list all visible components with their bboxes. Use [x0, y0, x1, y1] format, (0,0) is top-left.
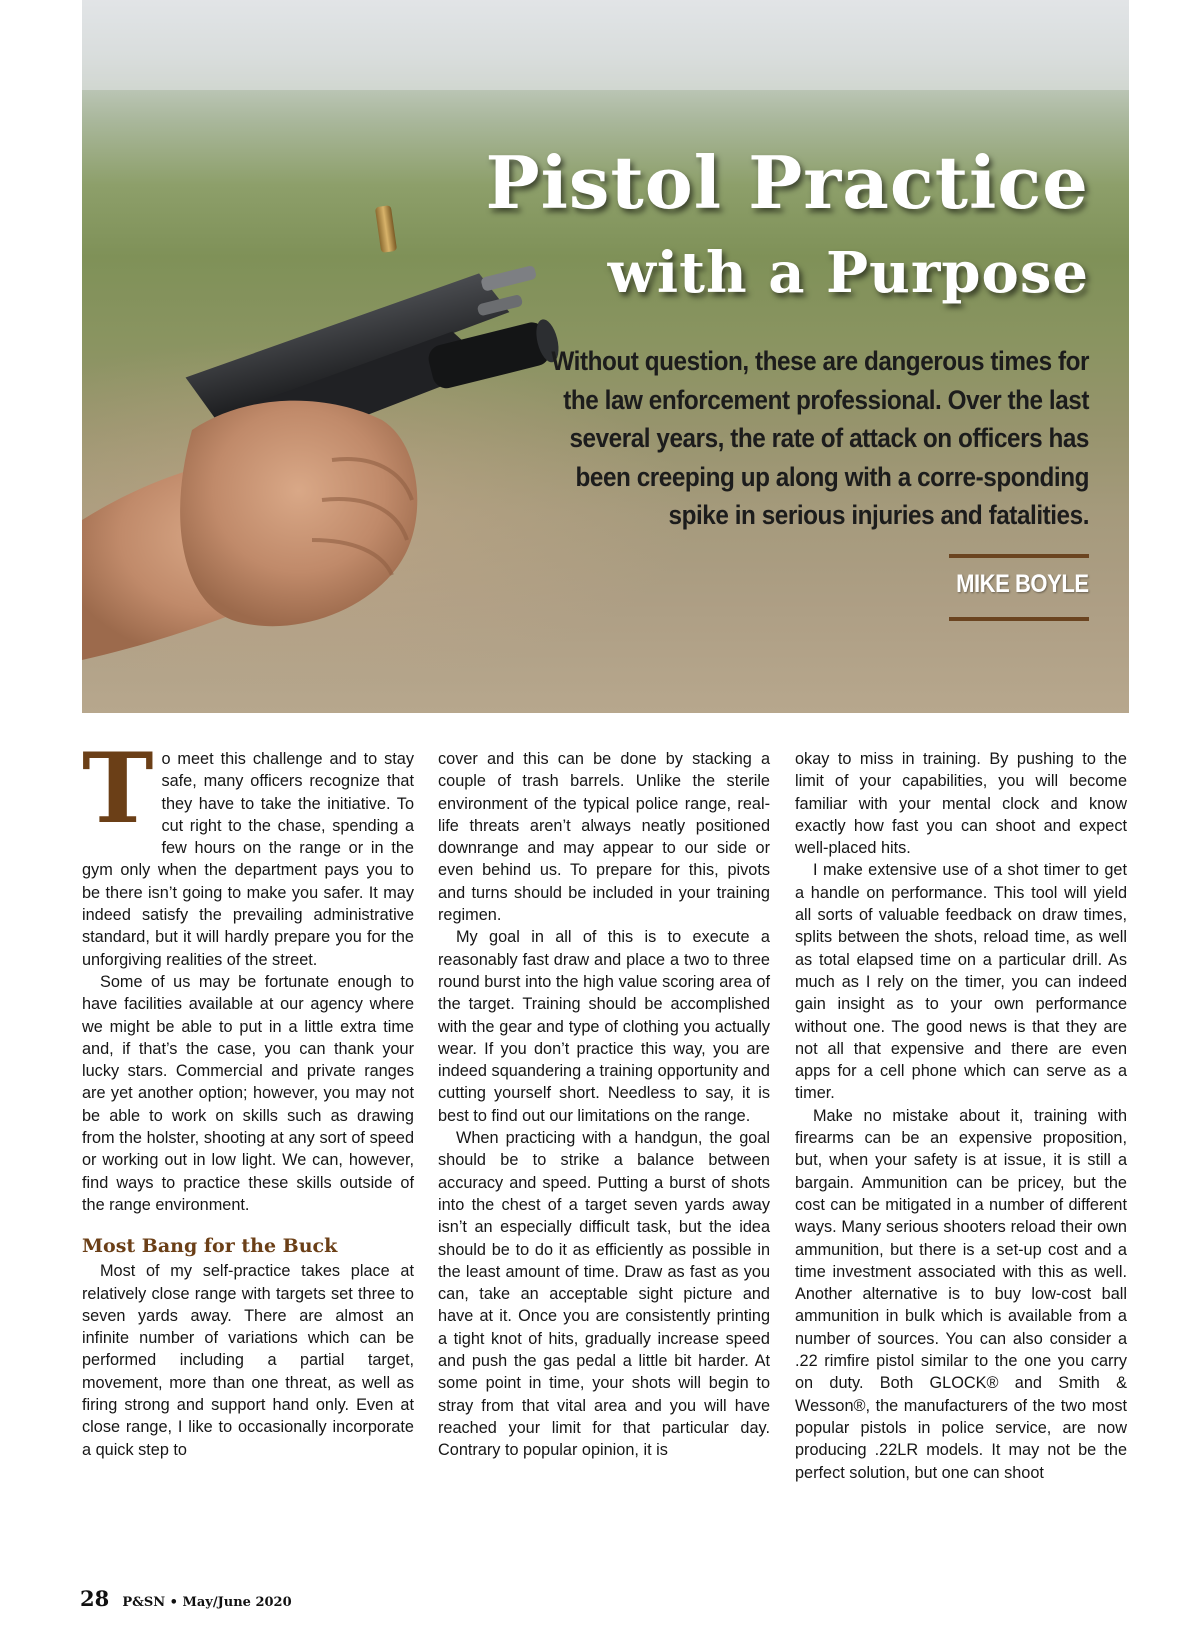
body-paragraph: cover and this can be done by stacking a couple of trash barrels. Unlike the sterile environment of the typical police range, real-life threats aren’t always neatly positioned downrange and may appear to our side or even behind us. To prepare for this, pivots and turns should be included in your training regimen. [438, 750, 770, 925]
body-paragraph: My goal in all of this is to execute a reasonably fast draw and place a two to three round burst into the high value scoring area of the target. Training should be accomplished with the gear and type of clothing you actually wear. If you don’t practice this way, you are indeed squandering a training opportunity and cutting yourself short. Needless to say, it is best to find out our limitations on the range. [438, 928, 770, 1125]
body-paragraph: Some of us may be fortunate enough to have facilities available at our agency where we might be able to put in a little extra time and, if that’s the case, you can thank your lucky stars. Commercial and private ranges are yet another option; however, you may not be able to work on skills such as drawing from the holster, shooting at any sort of speed or working out in low light. We can, however, find ways to practice these skills outside of the range environment. [82, 972, 414, 1214]
byline-rule-top [949, 554, 1089, 558]
body-paragraph: When practicing with a handgun, the goal should be to strike a balance between accuracy and speed. Putting a burst of shots into the chest of a target seven yards away isn’t an especially difficult task, but the idea should be to do it as efficiently as possible in the least amount of time. Draw as fast as you can, take an acceptable sight picture and have at it. Once you are consistently printing a tight knot of hits, gradually increase speed and push the gas pedal a little bit harder. At some point in time, your shots will begin to stray from that vital area and you will have reached your limit for that particular day. Contrary to popular opinion, it is [438, 1129, 770, 1460]
publication-issue: P&SN • May/June 2020 [122, 1595, 292, 1610]
shooter-hands [180, 401, 417, 627]
text-column-3 [795, 748, 1127, 1484]
drop-cap: T [82, 732, 154, 845]
page-footer [80, 1586, 292, 1611]
article-subtitle: with a Purpose [607, 240, 1089, 306]
page-number: 28 [80, 1586, 110, 1611]
text-column-1 [82, 732, 414, 1461]
sky-haze [82, 0, 1129, 90]
body-paragraph: o meet this challenge and to stay safe, many officers recognize that they have to take the initiative. To cut right to the chase, spending a few hours on the range or in the gym only when the department pays you to be there isn’t going to make you safer. It may indeed satisfy the prevailing administrative standard, but it will hardly prepare you for the unforgiving realities of the street. [82, 750, 414, 969]
body-paragraph: I make extensive use of a shot timer to get a handle on performance. This tool will yield all sorts of valuable feedback on draw times, splits between the shots, reload time, as well as total elapsed time on a particular drill. As much as I rely on the timer, you can indeed gain insight as to your own performance without one. The good news is that they are not all that expensive and there are even apps for a cell phone which can serve as a timer. [795, 861, 1127, 1103]
byline-rule-bottom [949, 617, 1089, 621]
ejected-shell-casing [375, 205, 397, 253]
body-paragraph: okay to miss in training. By pushing to the limit of your capabilities, you will become familiar with your mental clock and know exactly how fast you can shoot and expect well-placed hits. [795, 750, 1127, 858]
body-paragraph: Make no mistake about it, training with firearms can be an expensive proposition, but, when your safety is at issue, it is still a bargain. Ammunition can be pricey, but the cost can be mitigated in a number of different ways. Many serious shooters reload their own ammunition, but there is a set-up cost and a time investment associated with this as well. Another alternative is to buy low-cost ball ammunition in bulk which is available from a number of sources. You can also consider a .22 rimfire pistol similar to the one you carry on duty. Both GLOCK® and Smith & Wesson®, the manufacturers of the two most popular pistols in police service, are now producing .22LR models. It may not be the perfect solution, but one can shoot [795, 1106, 1127, 1482]
text-column-2 [438, 748, 770, 1462]
body-paragraph: Most of my self-practice takes place at relatively close range with targets set three to seven yards away. There are almost an infinite number of variations which can be performed including a partial target, movement, more than one threat, as well as firing strong and support hand only. Even at close range, I like to occasionally incorporate a quick step to [82, 1262, 414, 1459]
author-byline: MIKE BOYLE [956, 570, 1089, 598]
article-deck: Without question, these are dangerous times for the law enforcement professional. Over the last several years, the rate of attack on officers has been creeping up along with a corre-sponding spike in serious injuries and fatalities. [551, 346, 1089, 530]
hero-photo [82, 0, 1129, 713]
section-heading: Most Bang for the Buck [82, 1235, 338, 1258]
article-title: Pistol Practice [485, 140, 1089, 225]
